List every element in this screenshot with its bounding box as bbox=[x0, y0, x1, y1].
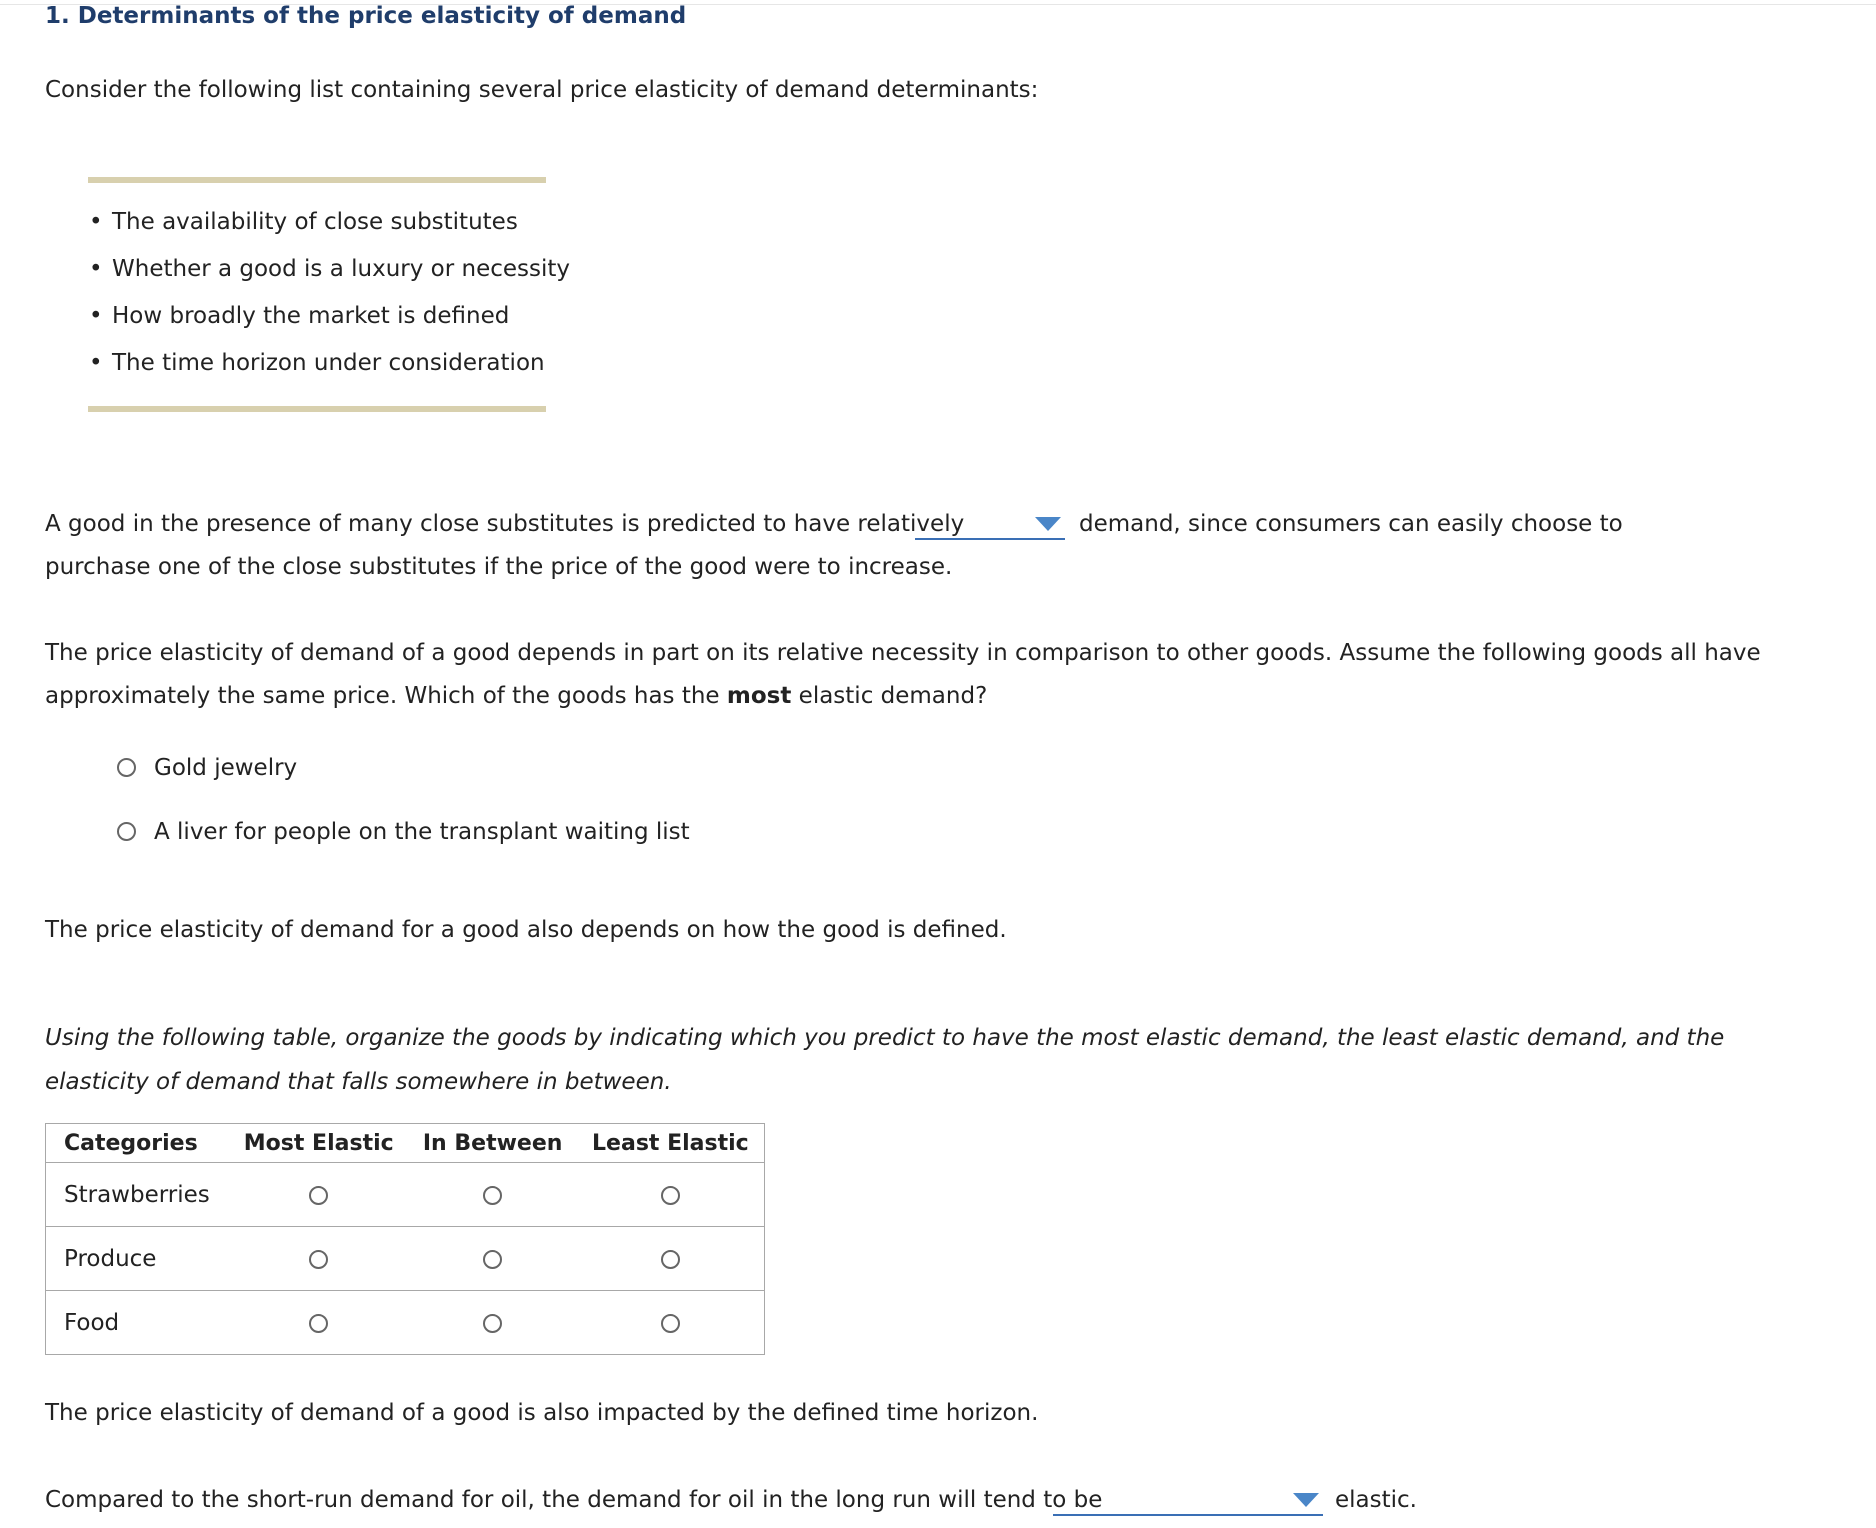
question-title: 1. Determinants of the price elasticity of demand bbox=[45, 3, 687, 29]
q3-statement: The price elasticity of demand for a good also depends on how the good is defined. bbox=[45, 917, 1007, 943]
determinants-list bbox=[88, 209, 570, 397]
q4-elasticity-dropdown[interactable] bbox=[1053, 1484, 1323, 1516]
determinant-item: • Whether a good is a luxury or necessity bbox=[88, 256, 570, 303]
column-header: Least Elastic bbox=[592, 1130, 749, 1156]
q1-text-line2: purchase one of the close substitutes if the price of the good were to increase. bbox=[45, 554, 953, 580]
table-cell bbox=[229, 1291, 409, 1355]
intro-text: Consider the following list containing several price elasticity of demand determinants: bbox=[45, 77, 1039, 103]
determinant-item: • The time horizon under consideration bbox=[88, 350, 570, 397]
table-cell bbox=[409, 1163, 577, 1227]
table-cell bbox=[409, 1227, 577, 1291]
radio-button[interactable] bbox=[309, 1250, 328, 1269]
determinant-item: • How broadly the market is defined bbox=[88, 303, 570, 350]
q1-text-after: demand, since consumers can easily choose to bbox=[1079, 511, 1623, 537]
radio-button[interactable] bbox=[661, 1314, 680, 1333]
q4-text-after: elastic. bbox=[1335, 1487, 1417, 1513]
radio-button[interactable] bbox=[483, 1314, 502, 1333]
row-label: Strawberries bbox=[46, 1163, 229, 1227]
elasticity-table bbox=[45, 1123, 765, 1355]
column-header: Categories bbox=[64, 1130, 198, 1156]
determinants-box bbox=[88, 177, 571, 412]
q2-text-line2 bbox=[45, 683, 987, 709]
table-cell bbox=[577, 1163, 765, 1227]
table-cell bbox=[577, 1227, 765, 1291]
q1-elasticity-dropdown[interactable] bbox=[915, 508, 1065, 540]
table-cell bbox=[229, 1163, 409, 1227]
table-header-row bbox=[46, 1124, 765, 1163]
column-header: Most Elastic bbox=[243, 1130, 394, 1156]
radio-button[interactable] bbox=[661, 1186, 680, 1205]
q2-text-line1: The price elasticity of demand of a good depends in part on its relative necessity in comparison to other goods. Assume the following goods all have bbox=[45, 640, 1761, 666]
radio-button[interactable] bbox=[117, 758, 136, 777]
option-label: Gold jewelry bbox=[154, 755, 298, 781]
table-cell bbox=[229, 1227, 409, 1291]
radio-button[interactable] bbox=[483, 1250, 502, 1269]
q4-text-before: Compared to the short-run demand for oil, the demand for oil in the long run will tend to be bbox=[45, 1487, 1103, 1513]
chevron-down-icon bbox=[1035, 517, 1061, 531]
table-cell bbox=[409, 1291, 577, 1355]
radio-button[interactable] bbox=[309, 1186, 328, 1205]
q2-line2-emphasis: most bbox=[726, 683, 792, 709]
q2-line2-end: elastic demand? bbox=[791, 683, 988, 709]
radio-button[interactable] bbox=[309, 1314, 328, 1333]
radio-button[interactable] bbox=[661, 1250, 680, 1269]
table-row bbox=[46, 1227, 765, 1291]
q1-text-before: A good in the presence of many close substitutes is predicted to have relatively bbox=[45, 511, 965, 537]
row-label: Produce bbox=[46, 1227, 229, 1291]
radio-button[interactable] bbox=[117, 822, 136, 841]
q2-line2-start: approximately the same price. Which of the goods has the bbox=[45, 683, 727, 709]
radio-button[interactable] bbox=[483, 1186, 502, 1205]
q3-instruction-line2: elasticity of demand that falls somewhere in between. bbox=[45, 1069, 672, 1095]
option-label: A liver for people on the transplant waiting list bbox=[154, 819, 690, 845]
table-cell bbox=[577, 1291, 765, 1355]
chevron-down-icon bbox=[1293, 1493, 1319, 1507]
q3-instruction-line1: Using the following table, organize the goods by indicating which you predict to have the most elastic demand, the least elastic demand, and the bbox=[45, 1025, 1725, 1051]
column-header: In Between bbox=[422, 1130, 563, 1156]
table-row bbox=[46, 1291, 765, 1355]
determinant-item: • The availability of close substitutes bbox=[88, 209, 570, 256]
row-label: Food bbox=[46, 1291, 229, 1355]
q4-statement: The price elasticity of demand of a good is also impacted by the defined time horizon. bbox=[45, 1400, 1039, 1426]
table-row bbox=[46, 1163, 765, 1227]
